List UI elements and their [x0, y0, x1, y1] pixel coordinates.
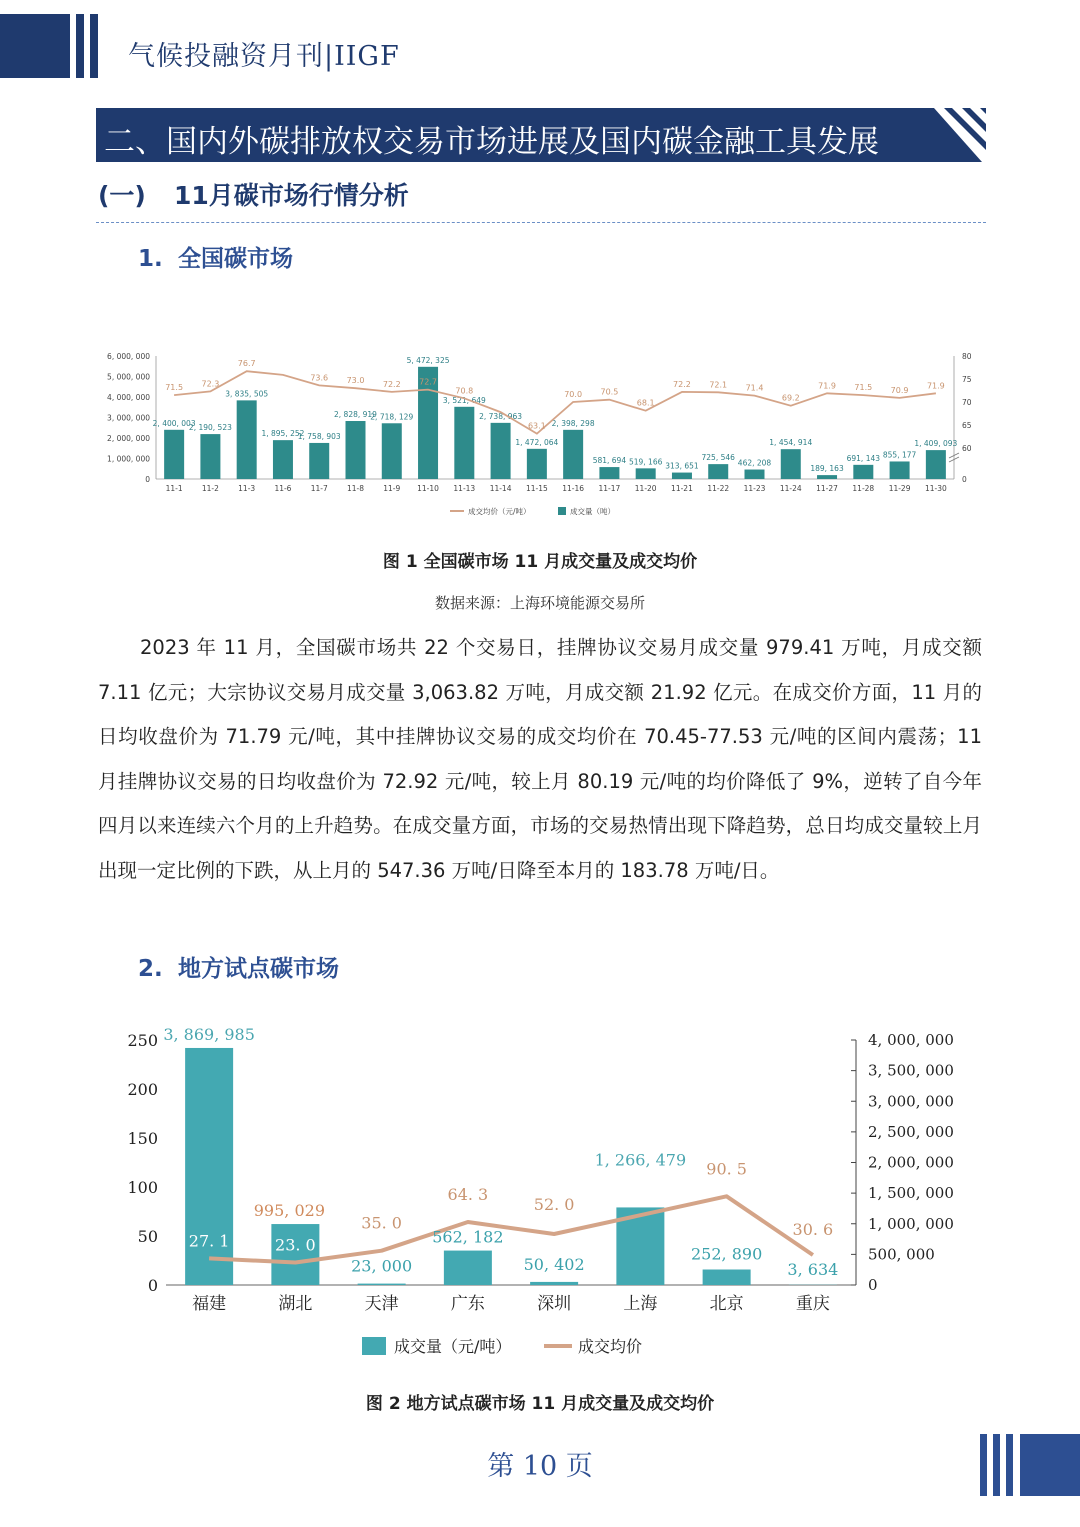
- y-left-tick-label: 2, 000, 000: [107, 434, 150, 443]
- x-tick-label: 广东: [450, 1294, 485, 1314]
- x-tick-label: 11-2: [201, 484, 219, 493]
- y-right-tick-label: 3, 000, 000: [868, 1092, 954, 1111]
- x-tick-label: 11-20: [634, 484, 657, 493]
- y-left-tick-label: 3, 000, 000: [107, 413, 150, 423]
- part1-number: 1.: [138, 246, 163, 272]
- volume-bar: [853, 465, 873, 479]
- x-tick-label: 北京: [709, 1294, 744, 1314]
- y-right-tick-label: 80: [962, 352, 972, 361]
- volume-bar: [491, 423, 511, 479]
- price-data-label: 72.1: [709, 380, 728, 390]
- y-right-tick-label: 4, 000, 000: [868, 1031, 954, 1049]
- price-data-label: 90. 5: [706, 1159, 747, 1179]
- price-data-label: 52. 0: [533, 1195, 575, 1215]
- price-data-label: 70.8: [455, 386, 474, 396]
- price-data-label: 76.7: [237, 359, 256, 369]
- x-tick-label: 11-30: [924, 484, 947, 493]
- volume-bar: [346, 421, 366, 479]
- volume-data-label: 189, 163: [810, 464, 844, 474]
- y-left-tick-label: 100: [127, 1178, 158, 1197]
- y-right-tick-label: 500, 000: [868, 1245, 935, 1264]
- price-data-label: 71.5: [165, 383, 184, 393]
- price-data-label: 35. 0: [361, 1213, 402, 1233]
- y-left-tick-label: 6, 000, 000: [107, 352, 150, 361]
- volume-data-label: 2, 190, 523: [188, 423, 232, 433]
- volume-data-label: 995, 029: [253, 1201, 325, 1221]
- part2-heading: [138, 950, 339, 983]
- page-number: 第 10 页: [487, 1451, 593, 1482]
- legend-bar-swatch: [362, 1337, 386, 1355]
- y-right-tick-label: 1, 000, 000: [868, 1214, 954, 1233]
- legend-bar-swatch: [558, 507, 566, 515]
- volume-bar: [817, 475, 837, 479]
- x-tick-label: 11-10: [417, 484, 439, 493]
- price-data-label: 72.2: [673, 379, 691, 389]
- paragraph-text: 2023 年 11 月，全国碳市场共 22 个交易日，挂牌协议交易月成交量 979.41 万吨，月成交额 7.11 亿元；大宗协议交易月成交量 3,063.82 万吨，月成交额 21.92 亿元。在成交价方面，11 月的日均收盘价为 71.79 元/吨，其中挂牌协议交易的成交均价在 70.45-77.53 元/吨的区间内震荡；11 月挂牌协议交易的日均收盘价为 72.92 元/吨，较上月 80.19 元/吨的均价降低了 9%，逆转了自今年四月以来连续六个月的上升趋势。在成交量方面，市场的交易热情出现下降趋势，总日均成交量较上月出现一定比例的下跌，从上月的 547.36 万吨/日降至本月的 183.78 万吨/日。: [98, 636, 982, 882]
- price-data-label: 68.1: [636, 398, 655, 408]
- legend-bar-label: 成交量（吨）: [570, 507, 615, 516]
- x-tick-label: 天津: [364, 1294, 399, 1314]
- price-data-label: 71.4: [745, 383, 764, 393]
- y-right-tick-label: 3, 500, 000: [868, 1061, 954, 1080]
- volume-data-label: 1, 409, 093: [914, 439, 958, 449]
- body-paragraph: [98, 626, 982, 893]
- x-tick-label: 11-23: [743, 484, 766, 493]
- volume-data-label: 3, 835, 505: [225, 389, 269, 399]
- volume-bar: [164, 430, 184, 479]
- y-left-tick-label: 5, 000, 000: [107, 372, 150, 382]
- volume-bar: [599, 467, 619, 479]
- x-tick-label: 11-14: [489, 484, 512, 493]
- volume-bar: [926, 450, 946, 479]
- volume-data-label: 2, 400, 003: [152, 418, 196, 428]
- y-left-tick-label: 200: [127, 1080, 158, 1099]
- x-tick-label: 11-9: [383, 484, 401, 493]
- volume-bar: [309, 443, 329, 479]
- y-right-tick-label: 70: [962, 398, 972, 407]
- volume-bar: [454, 407, 474, 479]
- volume-bar: [708, 464, 728, 479]
- price-data-label: 70.5: [600, 387, 619, 397]
- subsection-title: 11月碳市场行情分析: [174, 181, 409, 210]
- price-data-label: 72.7: [419, 377, 437, 387]
- price-data-label: 70.9: [890, 385, 909, 395]
- part1-title: 全国碳市场: [178, 246, 293, 272]
- price-data-label: 64. 3: [447, 1184, 489, 1204]
- volume-data-label: 855, 177: [882, 450, 917, 460]
- y-left-tick-label: 150: [127, 1129, 158, 1148]
- volume-data-label: 5, 472, 325: [406, 355, 450, 365]
- volume-data-label: 1, 472, 064: [515, 437, 559, 447]
- y-left-tick-label: 0: [147, 1276, 158, 1295]
- volume-data-label: 2, 828, 919: [334, 410, 377, 420]
- volume-bar: [444, 1251, 492, 1285]
- x-tick-label: 11-16: [562, 484, 585, 493]
- volume-data-label: 3, 634: [787, 1259, 839, 1279]
- volume-bar: [890, 461, 910, 479]
- price-data-label: 71.9: [818, 381, 836, 391]
- y-right-tick-label: 60: [962, 444, 972, 453]
- x-tick-label: 11-29: [888, 484, 911, 493]
- x-tick-label: 深圳: [537, 1294, 572, 1314]
- volume-bar: [237, 400, 257, 479]
- price-data-label: 73.0: [346, 376, 365, 386]
- volume-bar: [200, 434, 220, 479]
- x-tick-label: 重庆: [795, 1294, 830, 1314]
- x-tick-label: 11-8: [346, 484, 365, 493]
- subsection-heading: [98, 176, 409, 212]
- x-tick-label: 11-1: [165, 484, 183, 493]
- volume-bar: [745, 470, 765, 479]
- volume-data-label: 3, 869, 985: [163, 1024, 255, 1044]
- legend-line-label: 成交均价（元/吨）: [468, 507, 531, 516]
- part1-heading: [138, 240, 293, 273]
- volume-bar: [530, 1282, 578, 1285]
- volume-data-label: 50, 402: [523, 1254, 585, 1274]
- volume-data-label: 313, 651: [665, 461, 699, 471]
- price-data-label: 27. 1: [188, 1231, 230, 1251]
- price-data-label: 71. 2: [620, 1178, 661, 1198]
- volume-data-label: 2, 738, 963: [479, 411, 523, 421]
- x-tick-label: 11-28: [852, 484, 875, 493]
- x-tick-label: 11-17: [598, 484, 621, 493]
- x-tick-label: 福建: [192, 1294, 227, 1314]
- x-tick-label: 11-15: [525, 484, 548, 493]
- pilot-market-chart: [96, 1020, 996, 1370]
- price-data-label: 72.3: [201, 379, 220, 389]
- volume-bar: [527, 449, 547, 479]
- x-tick-label: 11-3: [238, 484, 256, 493]
- volume-bar: [781, 449, 801, 479]
- price-data-label: 71.9: [926, 381, 945, 391]
- price-data-label: 70.0: [564, 390, 583, 399]
- volume-data-label: 2, 398, 298: [551, 418, 595, 428]
- y-left-tick-label: 1, 000, 000: [107, 454, 150, 464]
- price-data-label: 69.2: [781, 393, 800, 403]
- x-tick-label: 11-13: [453, 484, 476, 493]
- volume-data-label: 252, 890: [691, 1244, 763, 1264]
- volume-data-label: 1, 266, 479: [594, 1150, 687, 1170]
- x-tick-label: 11-6: [274, 484, 292, 493]
- volume-data-label: 3, 521, 649: [442, 395, 486, 405]
- volume-data-label: 562, 182: [432, 1227, 504, 1247]
- x-tick-label: 11-22: [707, 484, 730, 493]
- x-tick-label: 11-24: [779, 484, 802, 493]
- x-tick-label: 11-21: [671, 484, 693, 493]
- y-left-tick-label: 0: [145, 475, 150, 484]
- y-left-tick-label: 50: [137, 1227, 158, 1246]
- y-right-tick-label: 0: [962, 475, 967, 484]
- figure1-source: 数据来源：上海环境能源交易所: [434, 594, 645, 612]
- footer-bars-decoration: [980, 1434, 1080, 1496]
- y-left-tick-label: 250: [127, 1031, 158, 1050]
- volume-bar: [672, 473, 692, 479]
- subsection-number: (一): [98, 181, 146, 210]
- price-data-label: 30. 6: [792, 1220, 834, 1240]
- x-tick-label: 11-7: [310, 484, 328, 493]
- price-data-label: 73.6: [310, 373, 329, 383]
- x-tick-label: 11-27: [816, 484, 838, 493]
- volume-data-label: 725, 546: [701, 453, 735, 463]
- volume-bar: [636, 468, 656, 479]
- volume-bar: [703, 1270, 751, 1285]
- volume-bar: [382, 423, 402, 479]
- journal-title: 气候投融资月刊|IIGF: [128, 41, 400, 72]
- section-title: 二、国内外碳排放权交易市场进展及国内碳金融工具发展: [104, 124, 879, 160]
- stripes-decoration-icon: [926, 108, 986, 162]
- legend-bar-label: 成交量（元/吨）: [394, 1337, 512, 1356]
- volume-data-label: 1, 895, 252: [261, 429, 305, 439]
- price-data-label: 72.2: [382, 379, 401, 389]
- volume-data-label: 1, 758, 903: [297, 431, 341, 441]
- x-tick-label: 上海: [623, 1294, 658, 1314]
- part2-title: 地方试点碳市场: [178, 956, 339, 982]
- volume-data-label: 2, 718, 129: [370, 412, 414, 422]
- volume-bar: [271, 1224, 319, 1285]
- volume-bar: [273, 440, 293, 479]
- volume-data-label: 691, 143: [846, 453, 881, 463]
- volume-data-label: 581, 694: [592, 456, 627, 466]
- volume-data-label: 519, 166: [628, 457, 663, 467]
- y-right-tick-label: 75: [962, 375, 972, 384]
- y-right-tick-label: 0: [868, 1276, 878, 1294]
- price-data-label: 71.5: [854, 383, 873, 393]
- volume-bar: [563, 430, 583, 479]
- figure1-caption: 图 1 全国碳市场 11 月成交量及成交均价: [382, 552, 698, 572]
- y-right-tick-label: 65: [962, 421, 972, 430]
- part2-number: 2.: [138, 956, 163, 982]
- legend-line-label: 成交均价: [578, 1337, 643, 1356]
- volume-data-label: 462, 208: [737, 458, 772, 468]
- figure2-caption: 图 2 地方试点碳市场 11 月成交量及成交均价: [365, 1394, 715, 1414]
- price-data-label: 23. 0: [275, 1235, 316, 1255]
- volume-bar: [358, 1284, 406, 1285]
- y-right-tick-label: 2, 500, 000: [868, 1122, 954, 1141]
- y-right-tick-label: 2, 000, 000: [868, 1153, 954, 1172]
- y-right-tick-label: 1, 500, 000: [868, 1184, 954, 1203]
- section-banner: [96, 108, 986, 162]
- x-tick-label: 湖北: [278, 1294, 313, 1314]
- y-left-tick-label: 4, 000, 000: [107, 393, 150, 402]
- volume-data-label: 23, 000: [351, 1256, 413, 1276]
- price-data-label: 63.1: [527, 421, 546, 431]
- volume-data-label: 1, 454, 914: [769, 438, 813, 448]
- national-market-chart: [96, 340, 986, 526]
- divider: [96, 222, 986, 223]
